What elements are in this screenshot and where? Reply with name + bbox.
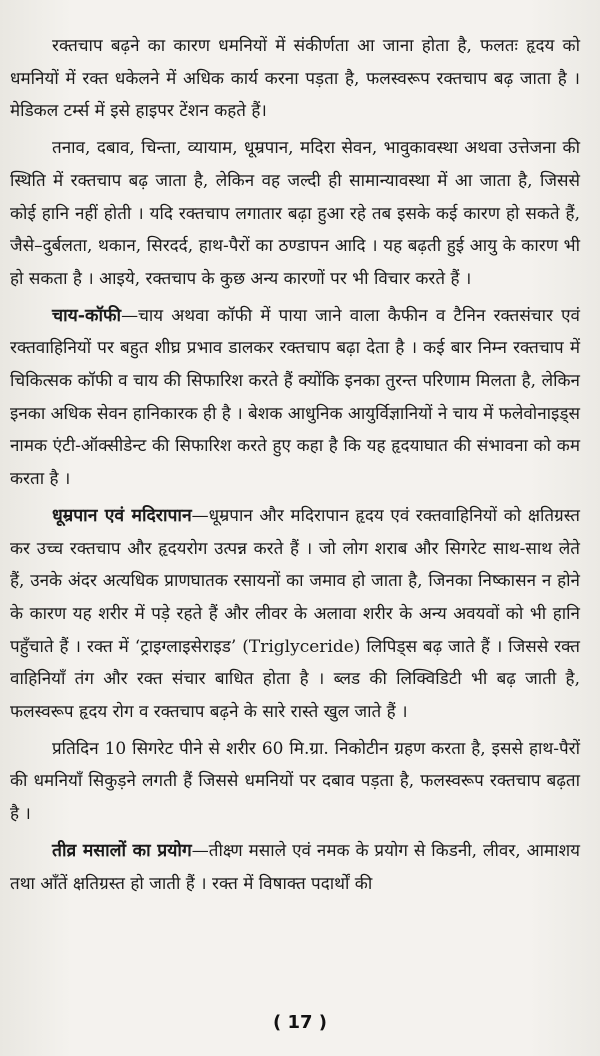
paragraph-6 xyxy=(10,835,580,900)
smoking-drinking-heading: धूम्रपान एवं मदिरापान xyxy=(52,505,192,526)
page-number: ( 17 ) xyxy=(272,1012,328,1033)
spices-heading: तीव्र मसालों का प्रयोग xyxy=(52,840,192,861)
paragraph-4-text: —धूम्रपान और मदिरापान हृदय एवं रक्तवाहिनियों को क्षतिग्रस्त कर उच्च रक्तचाप और हृदयरोग उत्पन्न करते हैं । जो लोग शराब और सिगरेट साथ-साथ लेते हैं, उनके अंदर अत्यधिक प्राणघातक रसायनों का जमाव हो जाता है, जिनका निष्कासन न होने के कारण यह शरीर में पड़े रहते हैं और लीवर के अलावा शरीर के अन्य अवयवों को भी हानि पहुँचाते हैं । रक्त में ‘ट्राइग्लाइसेराइड’ (Triglyceride) लिपिड्स बढ़ जाते हैं । जिससे रक्त वाहिनियाँ तंग और रक्त संचार बाधित होता है । ब्लड की लिक्विडिटी भी बढ़ जाती है, फलस्वरूप हृदय रोग व रक्तचाप बढ़ने के सारे रास्ते खुल जाते हैं । xyxy=(10,505,580,723)
paragraph-4 xyxy=(10,500,580,729)
paragraph-2-text: तनाव, दबाव, चिन्ता, व्यायाम, धूम्रपान, मदिरा सेवन, भावुकावस्था अथवा उत्तेजना की स्थिति में रक्तचाप बढ़ जाता है, लेकिन वह जल्दी ही सामान्यावस्था में आ जाता है, जिससे कोई हानि नहीं होती । यदि रक्तचाप लगातार बढ़ा हुआ रहे तब इसके कई कारण हो सकते हैं, जैसे–दुर्बलता, थकान, सिरदर्द, हाथ-पैरों का ठण्डापन आदि । यह बढ़ती हुई आयु के कारण भी हो सकता है । आइये, रक्तचाप के कुछ अन्य कारणों पर भी विचार करते हैं । xyxy=(10,138,580,289)
paragraph-3-text: —चाय अथवा कॉफी में पाया जाने वाला कैफीन व टैनिन रक्तसंचार एवं रक्तवाहिनियों पर बहुत शीघ्र प्रभाव डालकर रक्तचाप बढ़ा देता है । कई बार निम्न रक्तचाप में चिकित्सक कॉफी व चाय की सिफारिश करते हैं क्योंकि इनका तुरन्त परिणाम मिलता है, लेकिन इनका अधिक सेवन हानिकारक ही है । बेशक आधुनिक आयुर्विज्ञानियों ने चाय में फलेवोनाइड्स नामक एंटी-ऑक्सीडेन्ट की सिफारिश करते हुए कहा है कि यह हृदयाघात की संभावना को कम करता है । xyxy=(10,305,580,490)
tea-coffee-heading: चाय-कॉफी xyxy=(52,305,122,326)
paragraph-2 xyxy=(10,132,580,296)
paragraph-3 xyxy=(10,300,580,496)
paragraph-5 xyxy=(10,733,580,831)
paragraph-6-text: —तीक्ष्ण मसाले एवं नमक के प्रयोग से किडनी, लीवर, आमाशय तथा आँतें क्षतिग्रस्त हो जाती हैं । रक्त में विषाक्त पदार्थों की xyxy=(10,840,580,894)
paragraph-5-text: प्रतिदिन 10 सिगरेट पीने से शरीर 60 मि.ग्रा. निकोटीन ग्रहण करता है, इससे हाथ-पैरों की धमनियाँ सिकुड़ने लगती हैं जिससे धमनियों पर दबाव पड़ता है, फलस्वरूप रक्तचाप बढ़ता है । xyxy=(10,738,580,825)
paragraph-1 xyxy=(10,30,580,128)
paragraph-1-text: रक्तचाप बढ़ने का कारण धमनियों में संकीर्णता आ जाना होता है, फलतः हृदय को धमनियों में रक्त धकेलने में अधिक कार्य करना पड़ता है, फलस्वरूप रक्तचाप बढ़ जाता है । मेडिकल टर्म्स में इसे हाइपर टेंशन कहते हैं। xyxy=(10,36,580,122)
